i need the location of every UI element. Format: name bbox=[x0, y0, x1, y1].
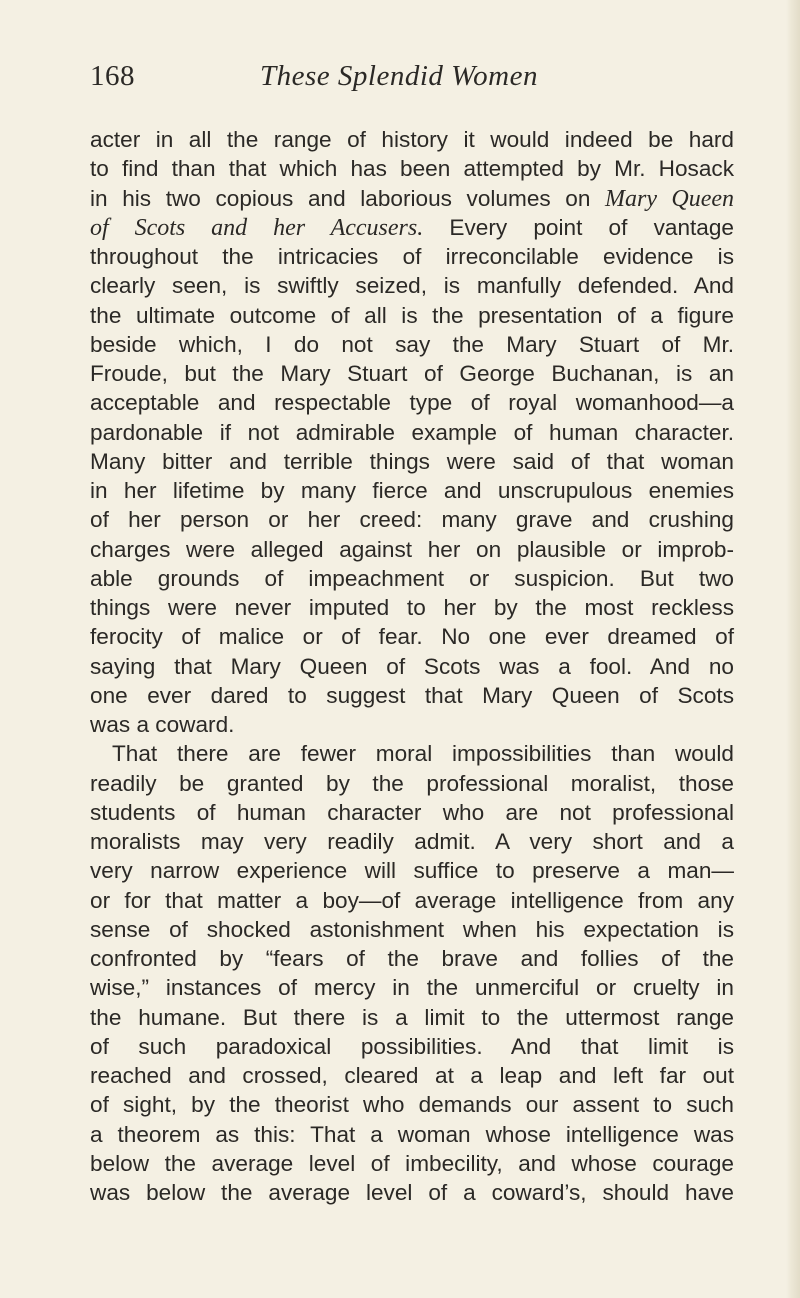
text-line bbox=[90, 798, 734, 827]
text-segment: pardonable if not admirable example of human character. bbox=[90, 419, 734, 445]
text-line bbox=[90, 769, 734, 798]
text-line bbox=[90, 447, 734, 476]
text-line bbox=[90, 476, 734, 505]
text-segment: very narrow experience will suffice to preserve a man— bbox=[90, 858, 734, 884]
text-segment: clearly seen, is swiftly seized, is manfully defended. And bbox=[90, 273, 734, 299]
text-segment: below the average level of imbecility, and whose courage bbox=[90, 1150, 734, 1176]
text-line bbox=[90, 739, 734, 768]
text-line bbox=[90, 915, 734, 944]
italic-title-text: of Scots and her Accusers. bbox=[90, 214, 424, 241]
text-segment: ferocity of malice or of fear. No one ever dreamed of bbox=[90, 624, 734, 650]
text-segment: in his two copious and laborious volumes on bbox=[90, 185, 606, 211]
body-text bbox=[90, 125, 734, 1207]
text-line bbox=[90, 827, 734, 856]
text-line bbox=[90, 301, 734, 330]
text-segment: of sight, by the theorist who demands our assent to such bbox=[90, 1092, 734, 1118]
text-line bbox=[90, 710, 734, 739]
text-segment: Many bitter and terrible things were said of that woman bbox=[90, 448, 734, 474]
text-line bbox=[90, 505, 734, 534]
text-segment: able grounds of impeachment or suspicion. But two bbox=[90, 565, 734, 591]
text-segment: throughout the intricacies of irreconcilable evidence is bbox=[90, 244, 734, 269]
text-line bbox=[90, 1003, 734, 1032]
text-line bbox=[90, 944, 734, 973]
text-line bbox=[90, 1032, 734, 1061]
text-line bbox=[90, 535, 734, 564]
text-line bbox=[90, 886, 734, 915]
text-segment: the ultimate outcome of all is the presentation of a figure bbox=[90, 302, 734, 328]
text-segment: of such paradoxical possibilities. And that limit is bbox=[90, 1033, 734, 1059]
text-segment: That there are fewer moral impossibilities than would bbox=[112, 741, 734, 767]
text-segment: a theorem as this: That a woman whose intelligence was bbox=[90, 1121, 734, 1147]
text-segment: one ever dared to suggest that Mary Queen of Scots bbox=[90, 682, 734, 708]
text-line bbox=[90, 564, 734, 593]
text-line bbox=[90, 1120, 734, 1149]
text-segment: saying that Mary Queen of Scots was a fool. And no bbox=[90, 653, 734, 679]
italic-title-text: Mary Queen bbox=[605, 185, 735, 212]
text-line bbox=[90, 154, 734, 183]
text-line bbox=[90, 359, 734, 388]
text-segment: confronted by “fears of the brave and follies of the bbox=[90, 946, 734, 971]
text-line bbox=[90, 593, 734, 622]
running-title: These Splendid Women bbox=[260, 60, 538, 92]
text-segment: sense of shocked astonishment when his expectation is bbox=[90, 916, 734, 942]
text-line bbox=[90, 973, 734, 1002]
text-line bbox=[90, 388, 734, 417]
text-segment: students of human character who are not professional bbox=[90, 799, 734, 825]
text-segment: reached and crossed, cleared at a leap and left far out bbox=[90, 1063, 734, 1088]
text-line bbox=[90, 681, 734, 710]
text-segment: things were never imputed to her by the most reckless bbox=[90, 595, 734, 620]
text-line bbox=[90, 1090, 734, 1119]
text-line bbox=[90, 1149, 734, 1178]
page-number: 168 bbox=[90, 60, 135, 92]
text-segment: wise,” instances of mercy in the unmerciful or cruelty in bbox=[90, 975, 734, 1001]
text-segment: was below the average level of a coward’s, should have bbox=[90, 1180, 734, 1205]
text-segment: charges were alleged against her on plausible or improb- bbox=[90, 536, 734, 562]
text-segment: acter in all the range of history it would indeed be hard bbox=[90, 127, 734, 152]
text-line bbox=[90, 330, 734, 359]
text-segment: was a coward. bbox=[90, 712, 235, 737]
text-line bbox=[90, 856, 734, 885]
text-line bbox=[90, 652, 734, 681]
text-line bbox=[90, 213, 734, 242]
text-segment: to find than that which has been attempted by Mr. Hosack bbox=[90, 156, 734, 182]
text-segment: Every point of vantage bbox=[423, 214, 734, 240]
text-line bbox=[90, 1178, 734, 1207]
text-line bbox=[90, 418, 734, 447]
page-edge-shadow bbox=[786, 0, 800, 1298]
text-segment: of her person or her creed: many grave and crushing bbox=[90, 507, 734, 533]
text-segment: or for that matter a boy—of average intelligence from any bbox=[90, 887, 734, 913]
text-line bbox=[90, 184, 734, 213]
text-line bbox=[90, 1061, 734, 1090]
text-segment: acceptable and respectable type of royal womanhood—a bbox=[90, 390, 734, 416]
text-segment: readily be granted by the professional moralist, those bbox=[90, 770, 734, 796]
text-segment: in her lifetime by many fierce and unscrupulous enemies bbox=[90, 478, 734, 503]
text-segment: the humane. But there is a limit to the uttermost range bbox=[90, 1004, 734, 1030]
text-line bbox=[90, 271, 734, 300]
text-line bbox=[90, 125, 734, 154]
text-segment: beside which, I do not say the Mary Stuart of Mr. bbox=[90, 331, 734, 357]
text-segment: moralists may very readily admit. A very short and a bbox=[90, 829, 734, 854]
text-line bbox=[90, 622, 734, 651]
text-line bbox=[90, 242, 734, 271]
page-header bbox=[90, 60, 730, 100]
text-segment: Froude, but the Mary Stuart of George Buchanan, is an bbox=[90, 361, 734, 386]
